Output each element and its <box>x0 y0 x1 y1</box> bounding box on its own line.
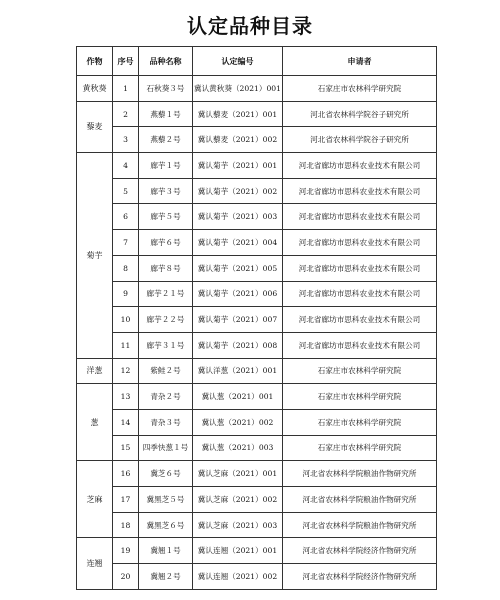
applicant-cell: 石家庄市农林科学研究院 <box>283 435 437 461</box>
table-row <box>77 487 437 513</box>
number-cell: 3 <box>113 127 139 153</box>
table-row <box>77 204 437 230</box>
table-row <box>77 384 437 410</box>
crop-cell: 葱 <box>77 384 113 461</box>
table-row <box>77 564 437 590</box>
table-row <box>77 101 437 127</box>
approval-code-cell: 冀认连翘（2021）001 <box>193 538 283 564</box>
table-row <box>77 230 437 256</box>
variety-name-cell: 冀黑芝５号 <box>139 487 193 513</box>
page-title: 认定品种目录 <box>187 14 313 38</box>
table-row <box>77 538 437 564</box>
variety-name-cell: 紫鲑２号 <box>139 358 193 384</box>
number-cell: 17 <box>113 487 139 513</box>
table-row <box>77 435 437 461</box>
approval-code-cell: 冀认菊芋（2021）005 <box>193 255 283 281</box>
crop-cell: 连翘 <box>77 538 113 589</box>
number-cell: 2 <box>113 101 139 127</box>
variety-name-cell: 青杂２号 <box>139 384 193 410</box>
applicant-cell: 石家庄市农林科学研究院 <box>283 76 437 102</box>
applicant-cell: 河北省廊坊市思科农业技术有限公司 <box>283 178 437 204</box>
number-cell: 13 <box>113 384 139 410</box>
approval-code-cell: 冀认菊芋（2021）006 <box>193 281 283 307</box>
applicant-cell: 石家庄市农林科学研究院 <box>283 384 437 410</box>
table-row <box>77 127 437 153</box>
variety-name-cell: 廊芋３号 <box>139 178 193 204</box>
table-row <box>77 512 437 538</box>
approval-code-cell: 冀认葱（2021）003 <box>193 435 283 461</box>
number-cell: 19 <box>113 538 139 564</box>
approval-code-cell: 冀认菊芋（2021）007 <box>193 307 283 333</box>
table-row <box>77 281 437 307</box>
number-cell: 4 <box>113 153 139 179</box>
approval-code-cell: 冀认连翘（2021）002 <box>193 564 283 590</box>
approval-code-cell: 冀认菊芋（2021）002 <box>193 178 283 204</box>
approval-code-cell: 冀认葱（2021）001 <box>193 384 283 410</box>
approval-code-cell: 冀认菊芋（2021）008 <box>193 332 283 358</box>
crop-cell: 芝麻 <box>77 461 113 538</box>
number-cell: 16 <box>113 461 139 487</box>
number-cell: 15 <box>113 435 139 461</box>
applicant-cell: 河北省农林科学院经济作物研究所 <box>283 564 437 590</box>
variety-name-cell: 燕藜１号 <box>139 101 193 127</box>
table-row <box>77 255 437 281</box>
table-row <box>77 307 437 333</box>
number-cell: 9 <box>113 281 139 307</box>
number-cell: 18 <box>113 512 139 538</box>
approval-code-cell: 冀认芝麻（2021）003 <box>193 512 283 538</box>
variety-name-cell: 廊芋１号 <box>139 153 193 179</box>
variety-name-cell: 廊芋３１号 <box>139 332 193 358</box>
variety-name-cell: 廊芋５号 <box>139 204 193 230</box>
applicant-cell: 河北省廊坊市思科农业技术有限公司 <box>283 204 437 230</box>
variety-name-cell: 燕藜２号 <box>139 127 193 153</box>
table-header-row <box>77 47 437 76</box>
number-cell: 1 <box>113 76 139 102</box>
number-cell: 11 <box>113 332 139 358</box>
applicant-cell: 河北省廊坊市思科农业技术有限公司 <box>283 307 437 333</box>
applicant-cell: 河北省农林科学院谷子研究所 <box>283 101 437 127</box>
applicant-cell: 河北省农林科学院粮油作物研究所 <box>283 461 437 487</box>
table-row <box>77 332 437 358</box>
header-variety-name: 品种名称 <box>139 47 193 76</box>
table-row <box>77 76 437 102</box>
approval-code-cell: 冀认葱（2021）002 <box>193 409 283 435</box>
table-body <box>77 76 437 590</box>
number-cell: 10 <box>113 307 139 333</box>
number-cell: 14 <box>113 409 139 435</box>
applicant-cell: 河北省廊坊市思科农业技术有限公司 <box>283 281 437 307</box>
approval-code-cell: 冀认洋葱（2021）001 <box>193 358 283 384</box>
approval-code-cell: 冀认菊芋（2021）004 <box>193 230 283 256</box>
table-row <box>77 409 437 435</box>
variety-name-cell: 冀翘１号 <box>139 538 193 564</box>
approval-code-cell: 冀认黄秋葵（2021）001 <box>193 76 283 102</box>
approval-code-cell: 冀认藜麦（2021）001 <box>193 101 283 127</box>
header-approval-code: 认定编号 <box>193 47 283 76</box>
number-cell: 6 <box>113 204 139 230</box>
applicant-cell: 石家庄市农林科学研究院 <box>283 358 437 384</box>
table-row <box>77 153 437 179</box>
number-cell: 7 <box>113 230 139 256</box>
variety-name-cell: 廊芋２２号 <box>139 307 193 333</box>
approval-code-cell: 冀认芝麻（2021）002 <box>193 487 283 513</box>
variety-name-cell: 廊芋６号 <box>139 230 193 256</box>
variety-name-cell: 石秋葵３号 <box>139 76 193 102</box>
table-row <box>77 178 437 204</box>
applicant-cell: 河北省廊坊市思科农业技术有限公司 <box>283 230 437 256</box>
table-row <box>77 358 437 384</box>
applicant-cell: 河北省农林科学院粮油作物研究所 <box>283 512 437 538</box>
variety-name-cell: 四季快葱１号 <box>139 435 193 461</box>
variety-name-cell: 廊芋２１号 <box>139 281 193 307</box>
applicant-cell: 河北省廊坊市思科农业技术有限公司 <box>283 255 437 281</box>
applicant-cell: 河北省廊坊市思科农业技术有限公司 <box>283 153 437 179</box>
approval-code-cell: 冀认芝麻（2021）001 <box>193 461 283 487</box>
number-cell: 5 <box>113 178 139 204</box>
applicant-cell: 河北省农林科学院谷子研究所 <box>283 127 437 153</box>
applicant-cell: 河北省农林科学院经济作物研究所 <box>283 538 437 564</box>
number-cell: 12 <box>113 358 139 384</box>
applicant-cell: 河北省农林科学院粮油作物研究所 <box>283 487 437 513</box>
header-number: 序号 <box>113 47 139 76</box>
number-cell: 8 <box>113 255 139 281</box>
approval-code-cell: 冀认藜麦（2021）002 <box>193 127 283 153</box>
crop-cell: 菊芋 <box>77 153 113 359</box>
applicant-cell: 河北省廊坊市思科农业技术有限公司 <box>283 332 437 358</box>
variety-table <box>76 46 437 590</box>
header-applicant: 申请者 <box>283 47 437 76</box>
variety-name-cell: 冀翘２号 <box>139 564 193 590</box>
header-crop: 作物 <box>77 47 113 76</box>
applicant-cell: 石家庄市农林科学研究院 <box>283 409 437 435</box>
approval-code-cell: 冀认菊芋（2021）001 <box>193 153 283 179</box>
variety-name-cell: 冀黑芝６号 <box>139 512 193 538</box>
variety-name-cell: 青杂３号 <box>139 409 193 435</box>
crop-cell: 藜麦 <box>77 101 113 152</box>
table-row <box>77 461 437 487</box>
variety-name-cell: 冀芝６号 <box>139 461 193 487</box>
crop-cell: 洋葱 <box>77 358 113 384</box>
crop-cell: 黄秋葵 <box>77 76 113 102</box>
number-cell: 20 <box>113 564 139 590</box>
approval-code-cell: 冀认菊芋（2021）003 <box>193 204 283 230</box>
variety-name-cell: 廊芋８号 <box>139 255 193 281</box>
